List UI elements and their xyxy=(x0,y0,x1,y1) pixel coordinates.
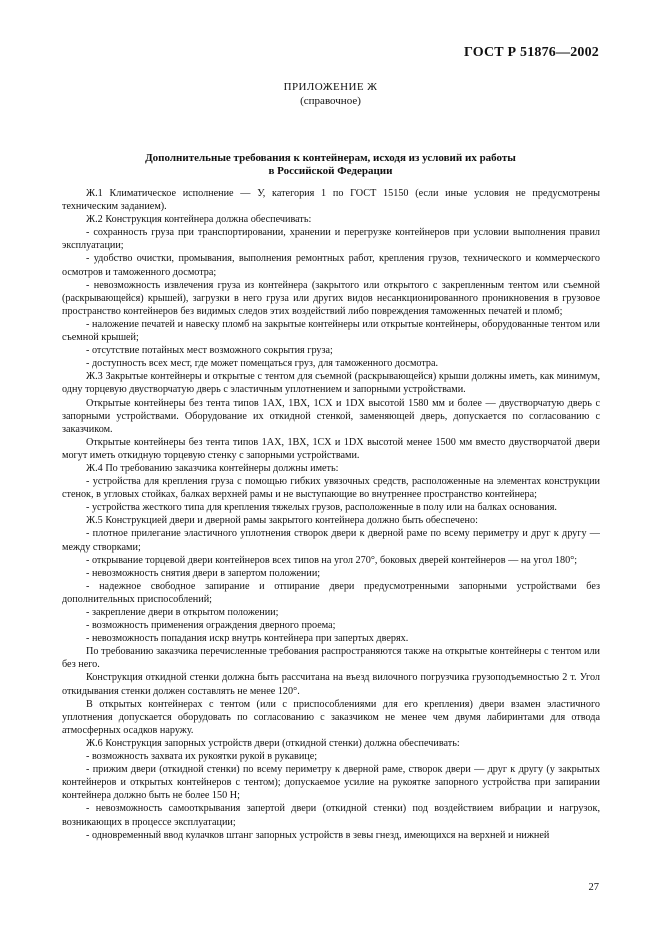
paragraph: Ж.1 Климатическое исполнение — У, категория 1 по ГОСТ 15150 (если иные условия не предусмотрены техническим заданием). xyxy=(62,188,600,213)
list-item: - плотное прилегание эластичного уплотнения створок двери к дверной раме по всему периметру и друг к другу — между створками; xyxy=(62,528,600,553)
paragraph: По требованию заказчика перечисленные требования распространяются также на открытые контейнеры с тентом или без него. xyxy=(62,646,600,671)
appendix-title: ПРИЛОЖЕНИЕ Ж xyxy=(283,81,378,93)
paragraph: - возможность захвата их рукоятки рукой в рукавице; xyxy=(86,751,318,763)
paragraph: Ж.3 Закрытые контейнеры и открытые с тентом для съемной (раскрывающейся) крыши должны иметь, как минимум, одну торцевую двустворчатую дверь с эластичным уплотнением и запорными устройствами. xyxy=(62,371,600,396)
body-text xyxy=(62,187,600,842)
paragraph: Ж.4 По требованию заказчика контейнеры должны иметь: xyxy=(86,462,339,474)
list-item: - доступность всех мест, где может помещаться груз, для таможенного досмотра. xyxy=(86,358,439,370)
list-item: - открывание торцевой двери контейнеров всех типов на угол 270°, боковых дверей контейнеров — на угол 180°; xyxy=(86,554,578,566)
list-item: - возможность применения ограждения дверного проема; xyxy=(86,620,336,632)
list-item: - прижим двери (откидной стенки) по всему периметру к дверной раме, створок двери — друг к другу (у закрытых контейнеров и открытых контейнеров с тентом); допускаемое усилие на рукоятке запорного устройства при запирании контейнера должно быть не более 150 Н; xyxy=(62,764,600,802)
paragraph: Открытые контейнеры без тента типов 1АХ, 1ВХ, 1СХ и 1DX высотой 1580 мм и более — двустворчатую дверь с запорными устройствами. Оборудование их откидной стенкой, заменяющей дверь, допускается по согласованию с заказчиком. xyxy=(62,397,600,435)
paragraph: Ж.2 Конструкция контейнера должна обеспечивать: xyxy=(86,214,312,226)
section-heading-line-2: в Российской Федерации xyxy=(268,165,393,177)
list-item: - сохранность груза при транспортировании, хранении и перегрузке контейнеров при условии выполнения правил эксплуатации; xyxy=(62,227,600,252)
list-item: - одновременный ввод кулачков штанг запорных устройств в зевы гнезд, имеющихся на верхней и нижней xyxy=(86,829,550,841)
list-item: - устройства для крепления груза с помощью гибких увязочных средств, расположенные на элементах конструкции стенок, в угловых стойках, балках верхней рамы и не выступающие во внутреннее пространство контейнера; xyxy=(62,476,600,501)
list-item: - невозможность извлечения груза из контейнера (закрытого или открытого с закрепленным тентом или съемной (раскрывающейся) крышей), загрузки в него груза или других видов несанкционированного проникновения в грузовое пространство контейнеров без видимых следов этих воздействий либо повреждения таможенных печатей и пломб; xyxy=(62,279,600,317)
appendix-subtitle: (справочное) xyxy=(300,95,361,107)
page-number: 27 xyxy=(588,882,599,893)
paragraph: Ж.6 Конструкция запорных устройств двери (откидной стенки) должна обеспечивать: xyxy=(86,737,460,749)
paragraph: Открытые контейнеры без тента типов 1АХ, 1ВХ, 1СХ и 1DX высотой менее 1500 мм вместо двустворчатой двери могут иметь откидную торцевую стенку с запорными устройствами. xyxy=(62,436,600,461)
list-item: - устройства жесткого типа для крепления тяжелых грузов, расположенные в полу или на балках основания. xyxy=(86,502,557,514)
section-heading-line-1: Дополнительные требования к контейнерам, исходя из условий их работы xyxy=(145,152,516,164)
list-item: - невозможность самооткрывания запертой двери (откидной стенки) под воздействием вибрации и нагрузок, возникающих в процессе эксплуатации; xyxy=(62,803,600,828)
standard-code: ГОСТ Р 51876—2002 xyxy=(463,45,599,60)
list-item: - невозможность снятия двери в запертом положении; xyxy=(86,567,321,579)
paragraph: Конструкция откидной стенки должна быть рассчитана на въезд вилочного погрузчика грузоподъемностью 2 т. Угол откидывания стенки должен составлять не менее 120°. xyxy=(62,672,600,697)
paragraph: В открытых контейнерах с тентом (или с приспособлениями для его крепления) двери взамен эластичного уплотнения допускается оборудовать по согласованию с заказчиком не менее чем двумя лабиринтами для отвода атмосферных осадков наружу. xyxy=(62,698,600,736)
list-item: - отсутствие потайных мест возможного сокрытия груза; xyxy=(86,345,333,357)
list-item: - наложение печатей и навеску пломб на закрытые контейнеры или открытые контейнеры, оборудованные тентом или съемной крышей; xyxy=(62,318,600,344)
list-item: - надежное свободное запирание и отпирание двери предусмотренными запорными устройствами без дополнительных приспособлений; xyxy=(62,580,600,605)
list-item: - закрепление двери в открытом положении; xyxy=(86,607,279,618)
paragraph: Ж.5 Конструкцией двери и дверной рамы закрытого контейнера должно быть обеспечено: xyxy=(86,515,478,527)
section-heading xyxy=(110,152,551,178)
list-item: - удобство очистки, промывания, выполнения ремонтных работ, крепления грузов, технического и коммерческого осмотров и таможенного досмотра; xyxy=(62,253,600,278)
list-item: - невозможность попадания искр внутрь контейнера при запертых дверях. xyxy=(86,633,409,645)
